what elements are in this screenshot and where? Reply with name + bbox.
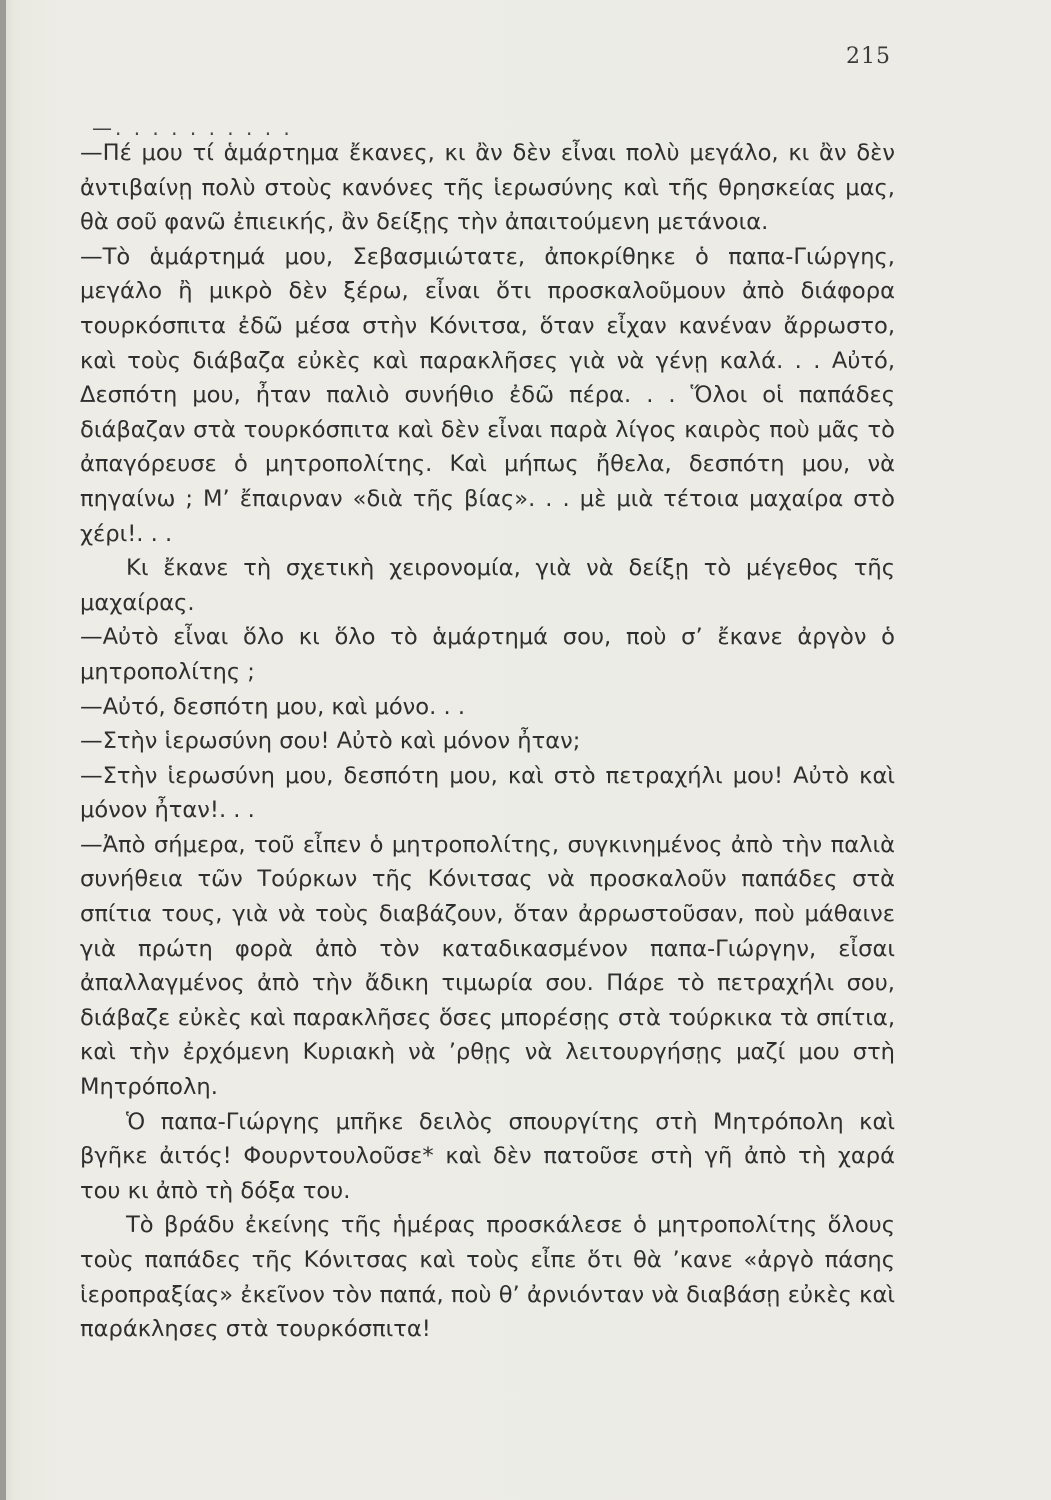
paragraph-1: —Πέ μου τί ἁμάρτημα ἔκανες, κι ἂν δὲν εἶναι πολὺ μεγάλο, κι ἂν δὲν ἀντιβαίνῃ πολὺ στοὺς κανόνες τῆς ἱερωσύνης καὶ τῆς θρησκείας μας, θὰ σοῦ φανῶ ἐπιεικής, ἂν δείξῃς τὴν ἀπαιτούμενη μετάνοια. — [80, 140, 895, 236]
body-text — [80, 136, 895, 1347]
paragraph-7: —Στὴν ἱερωσύνη μου, δεσπότη μου, καὶ στὸ πετραχήλι μου! Αὐτὸ καὶ μόνον ἦταν!. . . — [80, 762, 895, 824]
paragraph-5: —Αὐτό, δεσπότη μου, καὶ μόνο. . . — [80, 693, 466, 720]
book-spine-edge — [0, 0, 6, 1500]
paragraph-8: —Ἀπὸ σήμερα, τοῦ εἶπεν ὁ μητροπολίτης, συγκινημένος ἀπὸ τὴν παλιὰ συνήθεια τῶν Τούρκων τῆς Κόνιτσας νὰ προσκαλοῦν παπάδες στὰ σπίτια τους, γιὰ νὰ τοὺς διαβάζουν, ὅταν ἀρρωστοῦσαν, ποὺ μάθαινε γιὰ πρώτη φορὰ ἀπὸ τὸν καταδικασμένον παπα-Γιώργην, εἶσαι ἀπαλλαγμένος ἀπὸ τὴν ἄδικη τιμωρία σου. Πάρε τὸ πετραχήλι σου, διάβαζε εὐκὲς καὶ παρακλῆσες ὅσες μπορέσῃς στὰ τούρκικα τὰ σπίτια, καὶ τὴν ἐρχόμενη Κυριακὴ νὰ ’ρθῃς νὰ λειτουργήσῃς μαζί μου στὴ Μητρόπολη. — [80, 831, 895, 1101]
omission-dots: —. . . . . . . . . . — [92, 116, 293, 140]
page-number: 215 — [846, 44, 891, 69]
paragraph-9: Ὁ παπα-Γιώργης μπῆκε δειλὸς σπουργίτης στὴ Μητρόπολη καὶ βγῆκε ἀιτός! Φουρντουλοῦσε* καὶ δὲν πατοῦσε στὴ γῆ ἀπὸ τὴ χαρά του κι ἀπὸ τὴ δόξα του. — [80, 1108, 895, 1204]
paragraph-6: —Στὴν ἱερωσύνη σου! Αὐτὸ καὶ μόνον ἦταν; — [80, 728, 581, 755]
paragraph-3: Κι ἔκανε τὴ σχετικὴ χειρονομία, γιὰ νὰ δείξῃ τὸ μέγεθος τῆς μαχαίρας. — [80, 555, 895, 616]
paragraph-4: —Αὐτὸ εἶναι ὅλο κι ὅλο τὸ ἁμάρτημά σου, ποὺ σ’ ἔκανε ἀργὸν ὁ μητροπολίτης ; — [80, 624, 895, 685]
paragraph-10: Τὸ βράδυ ἐκείνης τῆς ἡμέρας προσκάλεσε ὁ μητροπολίτης ὅλους τοὺς παπάδες τῆς Κόνιτσας καὶ τοὺς εἶπε ὅτι θὰ ’κανε «ἀργὸ πάσης ἱεροπραξίας» ἐκεῖνον τὸν παπά, ποὺ θ’ ἀρνιόνταν νὰ διαβάσῃ εὐκὲς καὶ παράκλησες στὰ τουρκόσπιτα! — [80, 1212, 895, 1343]
paragraph-2: —Τὸ ἁμάρτημά μου, Σεβασμιώτατε, ἀποκρίθηκε ὁ παπα-Γιώργης, μεγάλο ἢ μικρὸ δὲν ξέρω, εἶναι ὅτι προσκαλοῦμουν ἀπὸ διάφορα τουρκόσπιτα ἐδῶ μέσα στὴν Κόνιτσα, ὅταν εἶχαν κανέναν ἄρρωστο, καὶ τοὺς διάβαζα εὐκὲς καὶ παρακλῆσες γιὰ νὰ γένῃ καλά. . . Αὐτό, Δεσπότη μου, ἦταν παλιὸ συνήθιο ἐδῶ πέρα. . . Ὅλοι οἱ παπάδες διάβαζαν στὰ τουρκόσπιτα καὶ δὲν εἶναι παρὰ λίγος καιρὸς ποὺ μᾶς τὸ ἀπαγόρευσε ὁ μητροπολίτης. Καὶ μήπως ἤθελα, δεσπότη μου, νὰ πηγαίνω ; Μ’ ἔπαιρναν «διὰ τῆς βίας». . . μὲ μιὰ τέτοια μαχαίρα στὸ χέρι!. . . — [80, 243, 895, 547]
